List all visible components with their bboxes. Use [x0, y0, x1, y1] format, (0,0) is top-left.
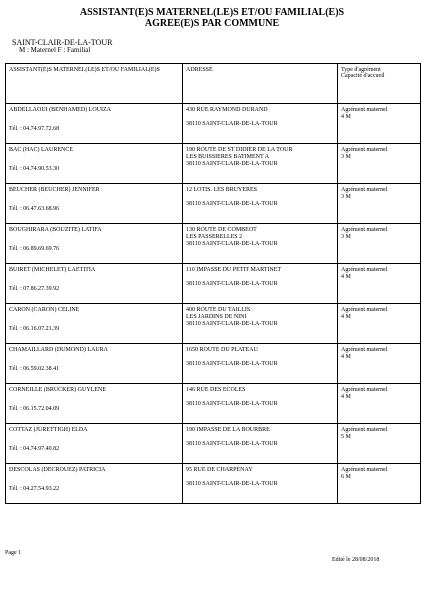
assistant-cell [6, 144, 183, 184]
agreement-capacity: 3 M [341, 234, 351, 240]
assistant-cell [6, 424, 183, 464]
assistant-phone: Tél. : 06.15.72.04.09 [9, 406, 60, 412]
assistant-phone: Tél. : 04.74.97.72.68 [9, 126, 60, 132]
agreement-type: Agrément maternel [341, 267, 388, 273]
assistant-phone: Tél. : 04.74.90.53.30 [9, 166, 60, 172]
address-line2 [186, 114, 334, 121]
agreement-capacity: 4 M [341, 114, 351, 120]
address-line1: 110 IMPASSE DU PETIT MARTINET [186, 267, 282, 273]
address-line1: 190 IMPASSE DE LA BOURBRE [186, 427, 270, 433]
address-cell [183, 304, 338, 344]
assistant-cell [6, 184, 183, 224]
assistant-cell [6, 224, 183, 264]
address-city: 38110 SAINT-CLAIR-DE-LA-TOUR [186, 201, 278, 207]
table-row [6, 464, 421, 504]
agreement-cell [338, 344, 421, 384]
page-number: Page 1 [5, 550, 22, 556]
table-row [6, 424, 421, 464]
assistant-phone: Tél. : 04.74.97.40.82 [9, 446, 60, 452]
agreement-type: Agrément maternel [341, 467, 388, 473]
agreement-type: Agrément maternel [341, 427, 388, 433]
address-city: 38110 SAINT-CLAIR-DE-LA-TOUR [186, 361, 278, 367]
address-cell [183, 264, 338, 304]
agreement-type: Agrément maternel [341, 187, 388, 193]
address-line2: LES BUISSIERES BATIMENT A [186, 154, 270, 160]
table-row [6, 104, 421, 144]
address-line1: 95 RUE DE CHARPENAY [186, 467, 253, 473]
table-row [6, 184, 421, 224]
table-row [6, 344, 421, 384]
address-cell [183, 384, 338, 424]
header-assistants: ASSISTANT(E)S MATERNEL(LE)S ET/OU FAMILIAL(E)S [6, 64, 183, 104]
agreement-cell [338, 424, 421, 464]
assistant-name: CORNEILLE (BRUCKER) GUYLENE [9, 387, 106, 393]
agreement-cell [338, 464, 421, 504]
edited-date: Edité le 28/08/2018 [332, 557, 380, 563]
address-line1: 146 RUE DES ECOLES [186, 387, 246, 393]
agreement-capacity: 4 M [341, 314, 351, 320]
address-line1: 430 RUE RAYMOND DURAND [186, 107, 268, 113]
agreement-cell [338, 224, 421, 264]
address-city: 38110 SAINT-CLAIR-DE-LA-TOUR [186, 441, 278, 447]
assistant-name: CARON (CARON) CELINE [9, 307, 80, 313]
agreement-capacity: 4 M [341, 354, 351, 360]
header-type [338, 64, 421, 104]
assistant-name: DESCOLAS (DECROUEZ) PATRICIA [9, 467, 106, 473]
agreement-cell [338, 304, 421, 344]
address-line2 [186, 194, 334, 201]
address-line2 [186, 274, 334, 281]
address-city: 38110 SAINT-CLAIR-DE-LA-TOUR [186, 481, 278, 487]
agreement-capacity: 4 M [341, 394, 351, 400]
assistant-name: CHAMAILLARD (DUMOND) LAURA [9, 347, 108, 353]
address-city: 38110 SAINT-CLAIR-DE-LA-TOUR [186, 161, 278, 167]
address-line1: 190 ROUTE DE ST DIDIER DE LA TOUR [186, 147, 293, 153]
address-city: 38110 SAINT-CLAIR-DE-LA-TOUR [186, 241, 278, 247]
address-city: 38110 SAINT-CLAIR-DE-LA-TOUR [186, 401, 278, 407]
address-city: 38110 SAINT-CLAIR-DE-LA-TOUR [186, 281, 278, 287]
address-line2 [186, 434, 334, 441]
agreement-capacity: 3 M [341, 154, 351, 160]
assistant-phone: Tél. : 06.59.02.38.41 [9, 366, 60, 372]
assistant-phone: Tél. : 06.47.63.68.96 [9, 206, 60, 212]
agreement-type: Agrément maternel [341, 307, 388, 313]
address-line1: 130 ROUTE DE COMBEOT [186, 227, 257, 233]
address-cell [183, 144, 338, 184]
address-line2: LES PASSERELLES 2 [186, 234, 243, 240]
agreement-type: Agrément maternel [341, 347, 388, 353]
agreement-cell [338, 104, 421, 144]
agreement-cell [338, 264, 421, 304]
legend: M : Maternel F : Familial [19, 46, 91, 54]
address-cell [183, 184, 338, 224]
agreement-capacity: 5 M [341, 434, 351, 440]
agreement-cell [338, 184, 421, 224]
address-line2 [186, 354, 334, 361]
document-title-line2: AGREE(E)S PAR COMMUNE [144, 18, 280, 29]
table-row [6, 144, 421, 184]
agreement-capacity: 4 M [341, 274, 351, 280]
address-line1: 1650 ROUTE DU PLATEAU [186, 347, 258, 353]
address-line2 [186, 394, 334, 401]
assistant-cell [6, 304, 183, 344]
agreement-type: Agrément maternel [341, 147, 388, 153]
address-cell [183, 424, 338, 464]
assistant-phone: Tél. : 07.86.27.39.92 [9, 286, 60, 292]
address-cell [183, 104, 338, 144]
address-city: 38110 SAINT-CLAIR-DE-LA-TOUR [186, 121, 278, 127]
table-row [6, 384, 421, 424]
agreement-type: Agrément maternel [341, 387, 388, 393]
address-cell [183, 464, 338, 504]
header-address: ADRESSE [183, 64, 338, 104]
assistant-cell [6, 104, 183, 144]
address-line2 [186, 474, 334, 481]
table-row [6, 224, 421, 264]
agreement-capacity: 3 M [341, 194, 351, 200]
assistant-phone: Tél. : 06.16.07.21.39 [9, 326, 60, 332]
agreement-type: Agrément maternel [341, 227, 388, 233]
assistant-cell [6, 344, 183, 384]
table-row [6, 264, 421, 304]
agreement-capacity: 6 M [341, 474, 351, 480]
address-cell [183, 344, 338, 384]
address-cell [183, 224, 338, 264]
address-line1: 400 ROUTE DU TAILLIS [186, 307, 251, 313]
header-type-line1: Type d'agrément [341, 67, 381, 73]
table-row [6, 304, 421, 344]
address-line1: 12 LOTIS. LES BRUYERES [186, 187, 258, 193]
header-type-line2: Capacité d'accueil [341, 73, 385, 79]
agreement-type: Agrément maternel [341, 107, 388, 113]
address-city: 38110 SAINT-CLAIR-DE-LA-TOUR [186, 321, 278, 327]
assistant-phone: Tél. : 06.89.69.69.76 [9, 246, 60, 252]
assistants-table [5, 63, 421, 504]
agreement-cell [338, 384, 421, 424]
assistant-name: BUIRET (MICHELET) LAETITIA [9, 267, 96, 273]
commune-name: SAINT-CLAIR-DE-LA-TOUR [12, 38, 113, 47]
assistant-name: ABDELLAOUI (BENHAMED) LOUIZA [9, 107, 111, 113]
assistant-cell [6, 264, 183, 304]
assistant-name: BOUGHIRARA (BOUZITE) LATIFA [9, 227, 102, 233]
assistant-cell [6, 384, 183, 424]
agreement-cell [338, 144, 421, 184]
assistant-name: BEUCHER (BEUCHER) JENNIFER [9, 187, 100, 193]
assistant-name: BAC (HAC) LAURENCE [9, 147, 73, 153]
assistant-phone: Tél. : 04.27.54.93.22 [9, 486, 60, 492]
document-title-line1: ASSISTANT(E)S MATERNEL(LE)S ET/OU FAMILIAL(E)S [79, 7, 345, 18]
assistant-cell [6, 464, 183, 504]
address-line2: LES JARDINS DE NINI [186, 314, 247, 320]
table-header-row [6, 64, 421, 104]
assistant-name: COTTAZ (JURETTIGH) ELDA [9, 427, 88, 433]
